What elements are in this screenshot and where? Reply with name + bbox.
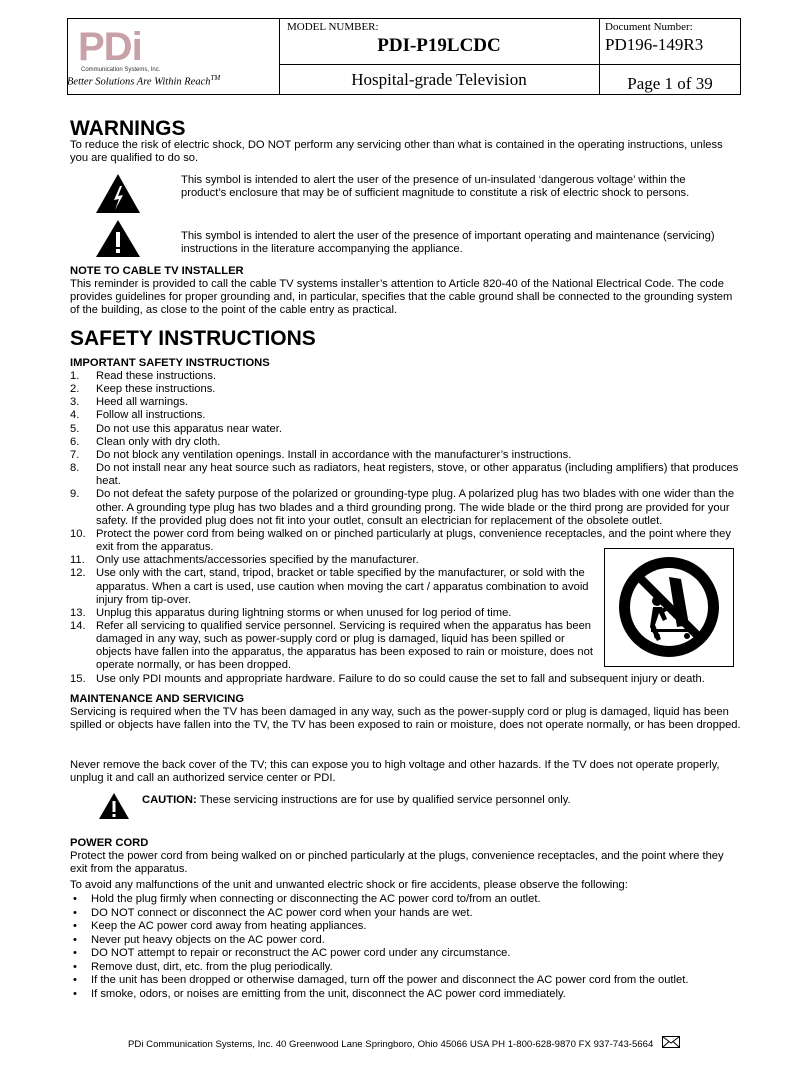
list-item: • DO NOT attempt to repair or reconstruct the AC power cord under any circumstance. (73, 947, 511, 959)
power-cord-text: To avoid any malfunctions of the unit and unwanted electric shock or fire accidents, please observe the following: (70, 879, 628, 891)
envelope-icon (662, 1036, 680, 1048)
list-item: • Remove dust, dirt, etc. from the plug periodically. (73, 960, 333, 973)
list-item (70, 607, 596, 620)
item-text: DO NOT attempt to repair or reconstruct the AC power cord under any circumstance. (91, 947, 511, 959)
warnings-title: WARNINGS (70, 117, 186, 140)
item-number: 13. (70, 606, 86, 619)
item-text: Hold the plug firmly when connecting or disconnecting the AC power cord to/from an outlet. (91, 893, 541, 905)
cart-warning-box (604, 548, 734, 667)
maintenance-text: Never remove the back cover of the TV; this can expose you to high voltage and other hazards. If the TV does not operate properly, unplug it and call an authorized service center or PDI. (70, 759, 720, 785)
item-text: Do not block any ventilation openings. Install in accordance with the manufacturer’s instructions. (96, 448, 572, 461)
list-item (70, 396, 750, 409)
item-number: 1. (70, 370, 80, 382)
list-item (70, 436, 750, 449)
list-item (70, 462, 750, 488)
list-item: • DO NOT connect or disconnect the AC power cord when your hands are wet. (73, 906, 473, 919)
page-number: Page 1 of 39 (627, 74, 713, 93)
caution-note (142, 794, 571, 807)
item-text: Do not use this apparatus near water. (96, 422, 282, 435)
cable-title: NOTE TO CABLE TV INSTALLER (70, 265, 244, 277)
list-item (70, 449, 750, 462)
list-item (70, 567, 596, 606)
safety-subtitle: IMPORTANT SAFETY INSTRUCTIONS (70, 357, 270, 369)
item-text: Remove dust, dirt, etc. from the plug periodically. (91, 960, 333, 973)
caution-text: These servicing instructions are for use by qualified service personnel only. (196, 794, 571, 806)
item-text: Use only PDI mounts and appropriate hardware. Failure to do so could cause the set to fall and subsequent injury or death. (96, 672, 705, 685)
symbol2-text: This symbol is intended to alert the user of the presence of important operating and maintenance (servicing) instructions in the literature accompanying the appliance. (181, 230, 715, 256)
list-item: • Keep the AC power cord away from heating appliances. (73, 920, 367, 932)
caution-icon (98, 792, 130, 820)
item-text: Protect the power cord from being walked on or pinched particularly at plugs, convenience receptacles, and the point where they exit from the apparatus. (96, 527, 731, 554)
symbol1-text: This symbol is intended to alert the user of the presence of un-insulated ‘dangerous voltage’ within the product’s enclosure that may be of sufficient magnitude to constitute a risk of electric shock to persons. (181, 174, 690, 200)
item-number: 9. (70, 488, 80, 501)
list-item (70, 673, 750, 686)
item-number: 3. (70, 396, 80, 409)
warnings-intro: To reduce the risk of electric shock, DO NOT perform any servicing other than what is contained in the operating instructions, unless you are qualified to do so. (70, 139, 723, 165)
item-number: 10. (70, 527, 86, 540)
item-text: If smoke, odors, or noises are emitting from the unit, disconnect the AC power cord immediately. (91, 987, 566, 1000)
item-text: Heed all warnings. (96, 396, 189, 409)
item-text: Follow all instructions. (96, 409, 206, 422)
list-item: • If smoke, odors, or noises are emitting from the unit, disconnect the AC power cord immediately. (73, 987, 566, 1000)
item-number: 15. (70, 672, 86, 685)
maintenance-text: Servicing is required when the TV has been damaged in any way, such as the power-supply cord or plug is damaged, liquid has been spilled or objects have fallen into the TV, the TV has been exposed to rain or moisture, does not operate normally, or has been dropped. (70, 706, 741, 732)
item-number: 4. (70, 409, 80, 422)
exclamation-warning-icon (95, 219, 141, 258)
power-cord-text: Protect the power cord from being walked on or pinched particularly at the plugs, convenience receptacles, and the point where they exit from the apparatus. (70, 850, 724, 876)
item-text: If the unit has been dropped or otherwise damaged, turn off the power and disconnect the AC power cord from the outlet. (91, 974, 689, 986)
item-number: 6. (70, 435, 80, 448)
cable-text: This reminder is provided to call the cable TV systems installer’s attention to Article 820-40 of the National Electrical Code. The code provides guidelines for proper grounding and, in particular, specifies that the cable ground shall be connected to the grounding system of the building, as close to the point of the cable entry as practical. (70, 278, 733, 317)
trademark: TM (210, 74, 221, 82)
list-item (70, 620, 596, 673)
item-number: 7. (70, 448, 80, 461)
item-text: Do not install near any heat source such as radiators, heat registers, stove, or other apparatus (including amplifiers) that produces heat. (96, 462, 739, 488)
item-number: 8. (70, 462, 80, 475)
item-text: Unplug this apparatus during lightning storms or when unused for log period of time. (96, 606, 512, 619)
item-number: 12. (70, 567, 86, 580)
list-item (70, 383, 750, 396)
item-text: Never put heavy objects on the AC power cord. (91, 933, 325, 946)
lightning-warning-icon (95, 173, 141, 214)
doc-value: PD196-149R3 (605, 35, 704, 54)
model-label: MODEL NUMBER: (287, 21, 379, 33)
item-text: Clean only with dry cloth. (96, 435, 221, 448)
header-table (67, 18, 741, 95)
list-item (70, 488, 750, 527)
list-item (70, 409, 750, 422)
cart-tipover-icon (605, 549, 733, 666)
doc-label: Document Number: (605, 21, 693, 33)
footer-text: PDi Communication Systems, Inc. 40 Greenwood Lane Springboro, Ohio 45066 USA PH 1-800-628-9870 FX 937-743-5664 (128, 1039, 654, 1050)
item-text: Do not defeat the safety purpose of the polarized or grounding-type plug. A polarized plug has two blades with one wider than the other. A grounding type plug has two blades and a third grounding prong. The wide blade or the third prong are provided for your safety. If the provided plug does not fit into your outlet, consult an electrician for replacement of the obsolete outlet. (96, 488, 735, 527)
list-item: • Hold the plug firmly when connecting or disconnecting the AC power cord to/from an outlet. (73, 893, 541, 905)
item-number: 2. (70, 383, 80, 396)
item-number: 14. (70, 619, 86, 632)
product-type: Hospital-grade Television (351, 70, 527, 89)
list-item: • If the unit has been dropped or otherwise damaged, turn off the power and disconnect the AC power cord from the outlet. (73, 974, 689, 986)
logo-subtitle: Communication Systems, Inc. (81, 67, 161, 73)
item-number: 11. (70, 554, 85, 567)
footer (0, 1036, 808, 1050)
logo-text: PDi (78, 25, 142, 69)
item-text: DO NOT connect or disconnect the AC power cord when your hands are wet. (91, 906, 473, 919)
tagline-text: Better Solutions Are Within Reach (67, 76, 211, 88)
item-text: Read these instructions. (96, 370, 217, 382)
tagline (67, 74, 220, 88)
power-cord-title: POWER CORD (70, 837, 149, 849)
maintenance-title: MAINTENANCE AND SERVICING (70, 693, 245, 705)
item-text: Keep the AC power cord away from heating appliances. (91, 920, 367, 932)
item-text: Refer all servicing to qualified service personnel. Servicing is required when the apparatus has been damaged in any way, such as power-supply cord or plug is damaged, liquid has been spilled or objects have fallen into the apparatus, the apparatus has been exposed to rain or moisture, does not operate normally, or has been dropped. (96, 619, 593, 672)
pdi-logo (73, 22, 273, 74)
item-text: Only use attachments/accessories specified by the manufacturer. (96, 554, 419, 567)
safety-title: SAFETY INSTRUCTIONS (70, 327, 316, 350)
divider (279, 64, 740, 65)
item-number: 5. (70, 422, 80, 435)
item-text: Use only with the cart, stand, tripod, bracket or table specified by the manufacturer, or sold with the apparatus. When a cart is used, use caution when moving the cart / apparatus combination to avoid injury from tip-over. (96, 567, 589, 606)
list-item: • Never put heavy objects on the AC power cord. (73, 933, 325, 946)
item-text: Keep these instructions. (96, 383, 216, 396)
list-item (70, 370, 750, 383)
model-value: PDI-P19LCDC (377, 35, 501, 56)
power-cord-list (70, 893, 750, 1001)
list-item (70, 423, 750, 436)
caution-label: CAUTION: (142, 794, 197, 806)
